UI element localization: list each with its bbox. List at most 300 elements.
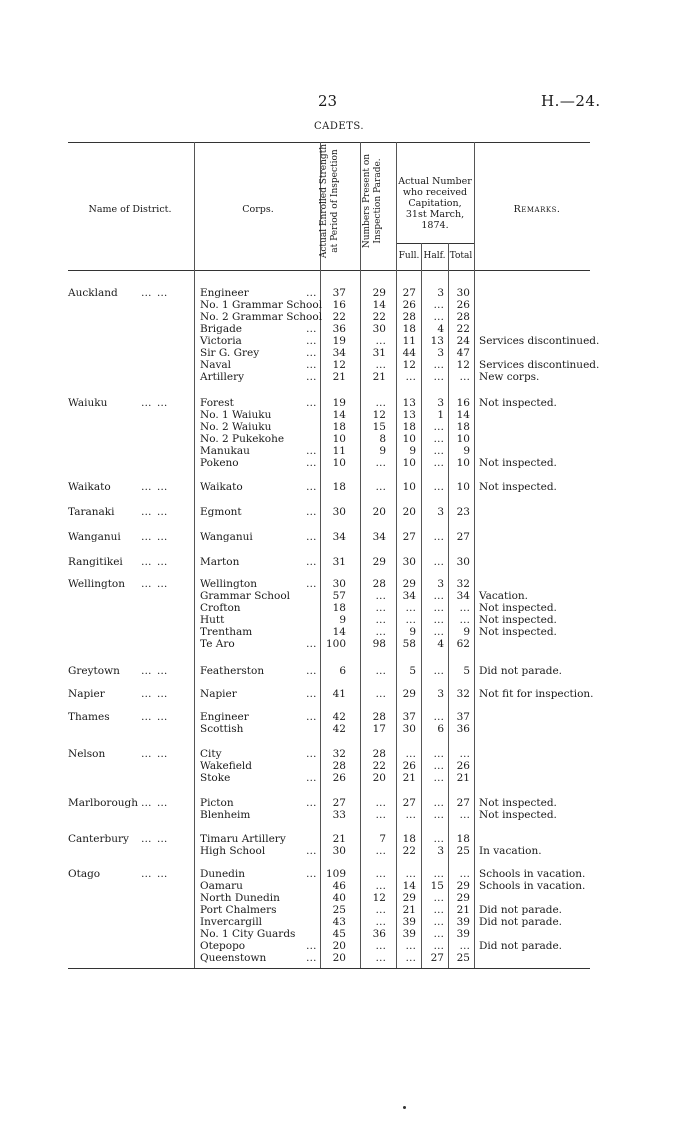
full-cell: 12 [402, 359, 416, 371]
corps-cell: High School [200, 845, 266, 857]
leader-dots: … [306, 347, 318, 359]
half-cell: 4 [437, 323, 444, 335]
total-cell: … [459, 940, 470, 952]
present-cell: 22 [372, 311, 386, 323]
header-half: Half. [423, 251, 446, 261]
leader-dots: … … [141, 556, 169, 568]
remarks-cell: Did not parade. [479, 916, 563, 928]
enrolled-cell: 19 [332, 397, 346, 409]
half-cell: 13 [430, 335, 444, 347]
enrolled-cell: 25 [332, 904, 346, 916]
present-cell: … [375, 868, 386, 880]
full-cell: … [405, 371, 416, 383]
enrolled-cell: 10 [332, 457, 346, 469]
table-row [0, 940, 700, 952]
enrolled-cell: 26 [332, 772, 346, 784]
remarks-cell: In vacation. [479, 845, 542, 857]
total-cell: 30 [456, 287, 470, 299]
present-cell: … [375, 626, 386, 638]
total-cell: 29 [456, 880, 470, 892]
full-cell: 10 [402, 433, 416, 445]
table-row [0, 445, 700, 457]
leader-dots: … [306, 868, 318, 880]
district-cell: Wanganui [68, 531, 121, 543]
table-row [0, 952, 700, 964]
half-cell: 1 [437, 409, 444, 421]
table-row [0, 531, 700, 543]
district-cell: Rangitikei [68, 556, 123, 568]
remarks-cell: Not inspected. [479, 797, 557, 809]
present-cell: … [375, 952, 386, 964]
present-cell: 20 [372, 772, 386, 784]
half-cell: … [433, 711, 444, 723]
corps-cell: Otepopo [200, 940, 246, 952]
present-cell: 30 [372, 323, 386, 335]
full-cell: 18 [402, 323, 416, 335]
corps-cell: No. 1 City Guards [200, 928, 296, 940]
enrolled-cell: 11 [332, 445, 346, 457]
present-cell: 29 [372, 287, 386, 299]
full-cell: 58 [402, 638, 416, 650]
half-cell: 3 [437, 397, 444, 409]
table-row [0, 397, 700, 409]
enrolled-cell: 6 [339, 665, 346, 677]
half-cell: … [433, 311, 444, 323]
enrolled-cell: 30 [332, 845, 346, 857]
half-cell: … [433, 868, 444, 880]
full-cell: 29 [402, 578, 416, 590]
district-cell: Waiuku [68, 397, 108, 409]
total-cell: 25 [456, 845, 470, 857]
present-cell: 36 [372, 928, 386, 940]
enrolled-cell: 28 [332, 760, 346, 772]
present-cell: … [375, 916, 386, 928]
corps-cell: Engineer [200, 287, 249, 299]
leader-dots: … [306, 287, 318, 299]
present-cell: 14 [372, 299, 386, 311]
enrolled-cell: 40 [332, 892, 346, 904]
table-row [0, 772, 700, 784]
district-cell: Nelson [68, 748, 106, 760]
remarks-cell: Not inspected. [479, 457, 557, 469]
total-cell: 21 [456, 772, 470, 784]
remarks-cell: Services discontinued. [479, 335, 600, 347]
total-cell: … [459, 602, 470, 614]
present-cell: 12 [372, 892, 386, 904]
half-cell: … [433, 665, 444, 677]
total-cell: 47 [456, 347, 470, 359]
leader-dots: … [306, 665, 318, 677]
leader-dots: … [306, 445, 318, 457]
leader-dots: … … [141, 833, 169, 845]
total-cell: 32 [456, 578, 470, 590]
corps-cell: Hutt [200, 614, 225, 626]
corps-cell: Wellington [200, 578, 258, 590]
enrolled-cell: 42 [332, 711, 346, 723]
total-cell: … [459, 809, 470, 821]
table-row [0, 347, 700, 359]
enrolled-cell: 43 [332, 916, 346, 928]
capitation-subrule [396, 243, 474, 244]
header-full: Full. [398, 251, 420, 261]
remarks-cell: Not inspected. [479, 397, 557, 409]
full-cell: 18 [402, 421, 416, 433]
enrolled-cell: 16 [332, 299, 346, 311]
table-row [0, 880, 700, 892]
table-row [0, 299, 700, 311]
total-cell: 5 [463, 665, 470, 677]
leader-dots: … … [141, 397, 169, 409]
enrolled-cell: 34 [332, 531, 346, 543]
present-cell: 17 [372, 723, 386, 735]
leader-dots: … [306, 711, 318, 723]
header-capitation: Actual Number who received Capitation, 31st March, 1874. [398, 176, 472, 231]
half-cell: … [433, 797, 444, 809]
remarks-cell: Did not parade. [479, 940, 563, 952]
half-cell: … [433, 371, 444, 383]
half-cell: 3 [437, 578, 444, 590]
half-cell: … [433, 481, 444, 493]
table-row [0, 323, 700, 335]
corps-cell: North Dunedin [200, 892, 280, 904]
total-cell: 25 [456, 952, 470, 964]
table-row [0, 833, 700, 845]
half-cell: … [433, 590, 444, 602]
half-cell: 4 [437, 638, 444, 650]
present-cell: … [375, 665, 386, 677]
table-row [0, 845, 700, 857]
remarks-cell: Not inspected. [479, 481, 557, 493]
total-cell: 29 [456, 892, 470, 904]
total-cell: 22 [456, 323, 470, 335]
leader-dots: … [306, 457, 318, 469]
table-row [0, 892, 700, 904]
full-cell: … [405, 868, 416, 880]
leader-dots: … [306, 335, 318, 347]
leader-dots: … … [141, 868, 169, 880]
remarks-cell: New corps. [479, 371, 540, 383]
corps-cell: Egmont [200, 506, 242, 518]
present-cell: 31 [372, 347, 386, 359]
table-row [0, 928, 700, 940]
leader-dots: … … [141, 578, 169, 590]
district-cell: Taranaki [68, 506, 115, 518]
remarks-cell: Services discontinued. [479, 359, 600, 371]
corps-cell: Featherston [200, 665, 265, 677]
enrolled-cell: 20 [332, 940, 346, 952]
district-cell: Wellington [68, 578, 126, 590]
half-cell: … [433, 602, 444, 614]
total-cell: … [459, 371, 470, 383]
half-cell: 3 [437, 506, 444, 518]
half-cell: … [433, 833, 444, 845]
corps-cell: Picton [200, 797, 234, 809]
total-cell: 10 [456, 433, 470, 445]
remarks-cell: Not inspected. [479, 614, 557, 626]
present-cell: 22 [372, 760, 386, 772]
enrolled-cell: 14 [332, 409, 346, 421]
leader-dots: … … [141, 688, 169, 700]
full-cell: 39 [402, 916, 416, 928]
full-cell: 11 [402, 335, 416, 347]
half-cell: … [433, 614, 444, 626]
full-cell: … [405, 602, 416, 614]
enrolled-cell: 18 [332, 421, 346, 433]
leader-dots: … … [141, 748, 169, 760]
present-cell: 21 [372, 371, 386, 383]
half-cell: … [433, 928, 444, 940]
half-cell: … [433, 445, 444, 457]
header-enrolled: Actual Enrolled Strength at Period of Inspection [319, 143, 340, 259]
leader-dots: … [306, 371, 318, 383]
full-cell: 18 [402, 833, 416, 845]
half-cell: … [433, 916, 444, 928]
present-cell: … [375, 335, 386, 347]
table-row [0, 711, 700, 723]
document-reference: H.—24. [541, 92, 601, 110]
table-row [0, 359, 700, 371]
table-row [0, 760, 700, 772]
total-cell: 28 [456, 311, 470, 323]
corps-cell: No. 2 Grammar School [200, 311, 323, 323]
enrolled-cell: 19 [332, 335, 346, 347]
full-cell: 26 [402, 760, 416, 772]
corps-cell: Trentham [200, 626, 253, 638]
half-cell: … [433, 748, 444, 760]
half-cell: … [433, 421, 444, 433]
table-row [0, 481, 700, 493]
corps-cell: Waikato [200, 481, 243, 493]
present-cell: … [375, 614, 386, 626]
half-cell: … [433, 760, 444, 772]
enrolled-cell: 30 [332, 506, 346, 518]
present-cell: 98 [372, 638, 386, 650]
corps-cell: No. 2 Waiuku [200, 421, 272, 433]
half-cell: 3 [437, 287, 444, 299]
leader-dots: … … [141, 665, 169, 677]
corps-cell: No. 1 Waiuku [200, 409, 272, 421]
enrolled-cell: 100 [325, 638, 346, 650]
full-cell: 34 [402, 590, 416, 602]
table-row [0, 868, 700, 880]
enrolled-cell: 9 [339, 614, 346, 626]
full-cell: 5 [409, 665, 416, 677]
present-cell: 28 [372, 578, 386, 590]
table-row [0, 723, 700, 735]
header-total: Total [449, 251, 473, 261]
leader-dots: … [306, 323, 318, 335]
full-cell: 27 [402, 531, 416, 543]
total-cell: … [459, 748, 470, 760]
present-cell: … [375, 481, 386, 493]
full-cell: 10 [402, 481, 416, 493]
full-cell: 39 [402, 928, 416, 940]
corps-cell: Timaru Artillery [200, 833, 286, 845]
corps-cell: Manukau [200, 445, 250, 457]
enrolled-cell: 30 [332, 578, 346, 590]
table-row [0, 665, 700, 677]
header-bottom-rule [68, 270, 590, 271]
present-cell: … [375, 602, 386, 614]
present-cell: … [375, 904, 386, 916]
leader-dots: … [306, 531, 318, 543]
corps-cell: Engineer [200, 711, 249, 723]
corps-cell: No. 1 Grammar School [200, 299, 323, 311]
table-row [0, 638, 700, 650]
corps-cell: Blenheim [200, 809, 251, 821]
half-cell: 3 [437, 688, 444, 700]
present-cell: … [375, 940, 386, 952]
table-row [0, 556, 700, 568]
table-row [0, 904, 700, 916]
total-cell: 9 [463, 445, 470, 457]
table-row [0, 421, 700, 433]
remarks-cell: Not inspected. [479, 626, 557, 638]
enrolled-cell: 18 [332, 481, 346, 493]
decorative-dot [403, 1106, 406, 1109]
table-row [0, 614, 700, 626]
present-cell: 20 [372, 506, 386, 518]
total-cell: 21 [456, 904, 470, 916]
half-cell: … [433, 433, 444, 445]
remarks-cell: Schools in vacation. [479, 880, 586, 892]
full-cell: … [405, 614, 416, 626]
table-row [0, 311, 700, 323]
enrolled-cell: 34 [332, 347, 346, 359]
table-row [0, 287, 700, 299]
table-row [0, 590, 700, 602]
corps-cell: Invercargill [200, 916, 263, 928]
corps-cell: Dunedin [200, 868, 245, 880]
total-cell: 39 [456, 928, 470, 940]
table-row [0, 809, 700, 821]
corps-cell: Brigade [200, 323, 243, 335]
table-row [0, 371, 700, 383]
leader-dots: … [306, 359, 318, 371]
full-cell: 27 [402, 797, 416, 809]
half-cell: … [433, 626, 444, 638]
total-cell: 27 [456, 531, 470, 543]
header-remarks: Remarks. [513, 204, 561, 215]
half-cell: 3 [437, 845, 444, 857]
total-cell: 36 [456, 723, 470, 735]
district-cell: Otago [68, 868, 101, 880]
total-cell: 18 [456, 833, 470, 845]
corps-cell: Marton [200, 556, 240, 568]
remarks-cell: Not inspected. [479, 809, 557, 821]
table-row [0, 457, 700, 469]
full-cell: 9 [409, 626, 416, 638]
corps-cell: Sir G. Grey [200, 347, 260, 359]
present-cell: … [375, 590, 386, 602]
corps-cell: Pokeno [200, 457, 239, 469]
enrolled-cell: 18 [332, 602, 346, 614]
leader-dots: … [306, 952, 318, 964]
total-cell: 37 [456, 711, 470, 723]
total-cell: 32 [456, 688, 470, 700]
leader-dots: … … [141, 711, 169, 723]
full-cell: 30 [402, 723, 416, 735]
enrolled-cell: 32 [332, 748, 346, 760]
present-cell: 9 [379, 445, 386, 457]
full-cell: 27 [402, 287, 416, 299]
page-number: 23 [318, 92, 338, 110]
enrolled-cell: 57 [332, 590, 346, 602]
half-cell: 3 [437, 347, 444, 359]
enrolled-cell: 20 [332, 952, 346, 964]
remarks-cell: Did not parade. [479, 904, 563, 916]
enrolled-cell: 36 [332, 323, 346, 335]
leader-dots: … [306, 748, 318, 760]
leader-dots: … … [141, 797, 169, 809]
present-cell: … [375, 797, 386, 809]
table-row [0, 506, 700, 518]
leader-dots: … [306, 688, 318, 700]
leader-dots: … [306, 772, 318, 784]
district-cell: Auckland [68, 287, 118, 299]
half-cell: … [433, 892, 444, 904]
corps-cell: No. 2 Pukekohe [200, 433, 285, 445]
half-cell: … [433, 772, 444, 784]
leader-dots: … … [141, 287, 169, 299]
total-cell: … [459, 868, 470, 880]
present-cell: … [375, 845, 386, 857]
present-cell: … [375, 397, 386, 409]
remarks-cell: Not fit for inspection. [479, 688, 594, 700]
total-cell: 18 [456, 421, 470, 433]
leader-dots: … [306, 940, 318, 952]
full-cell: 28 [402, 311, 416, 323]
header-corps: Corps. [242, 204, 274, 215]
leader-dots: … [306, 845, 318, 857]
full-cell: 21 [402, 772, 416, 784]
total-cell: 26 [456, 760, 470, 772]
present-cell: … [375, 809, 386, 821]
present-cell: 34 [372, 531, 386, 543]
table-row [0, 602, 700, 614]
full-cell: 30 [402, 556, 416, 568]
full-cell: … [405, 940, 416, 952]
full-cell: 20 [402, 506, 416, 518]
leader-dots: … [306, 797, 318, 809]
half-cell: 6 [437, 723, 444, 735]
district-cell: Thames [68, 711, 110, 723]
full-cell: … [405, 748, 416, 760]
full-cell: 21 [402, 904, 416, 916]
corps-cell: Wakefield [200, 760, 253, 772]
half-cell: … [433, 299, 444, 311]
corps-cell: Scottish [200, 723, 244, 735]
total-cell: 34 [456, 590, 470, 602]
leader-dots: … [306, 397, 318, 409]
leader-dots: … [306, 506, 318, 518]
total-cell: 12 [456, 359, 470, 371]
leader-dots: … [306, 481, 318, 493]
table-row [0, 409, 700, 421]
leader-dots: … … [141, 481, 169, 493]
corps-cell: Wanganui [200, 531, 253, 543]
total-cell: 10 [456, 457, 470, 469]
table-row [0, 688, 700, 700]
table-row [0, 578, 700, 590]
present-cell: 28 [372, 748, 386, 760]
present-cell: … [375, 688, 386, 700]
enrolled-cell: 21 [332, 833, 346, 845]
enrolled-cell: 12 [332, 359, 346, 371]
half-cell: … [433, 457, 444, 469]
table-row [0, 626, 700, 638]
district-cell: Waikato [68, 481, 111, 493]
